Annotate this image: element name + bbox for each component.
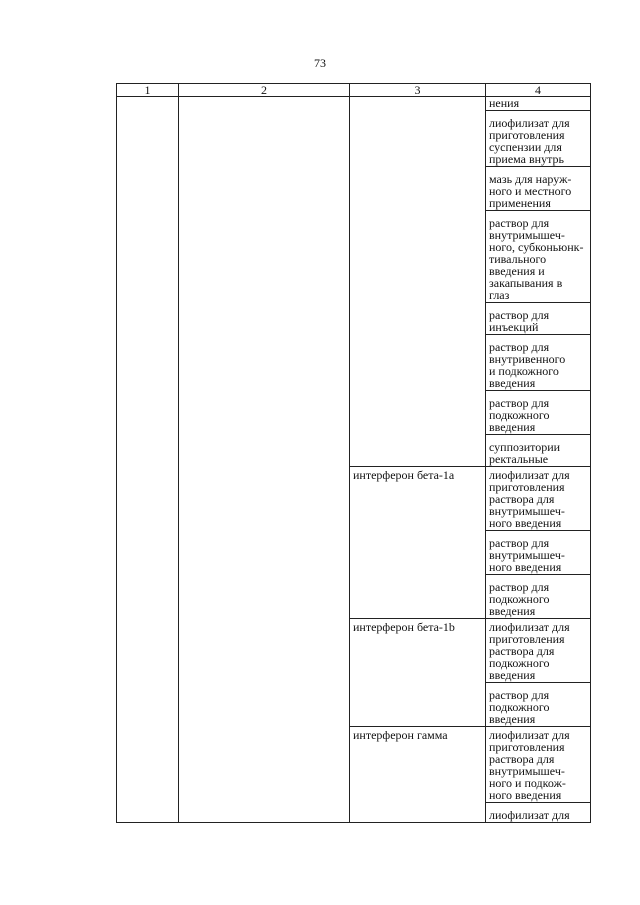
dosage-form: раствор для внутримышеч- ного, субконьюнк- тивального введения и закапывания в глаз xyxy=(486,211,590,303)
dosage-form: лиофилизат для приготовления суспензии для приема внутрь xyxy=(486,111,590,167)
page-number: 73 xyxy=(314,56,326,70)
dosage-form: раствор для подкожного введения xyxy=(489,580,550,618)
inn-name: интерферон бета-1b xyxy=(353,620,455,634)
dosage-form: раствор для инъекций xyxy=(486,303,590,335)
dosage-form: лиофилизат для приготовления раствора для внутримышеч- ного и подкож- ного введения xyxy=(486,727,590,803)
dosage-form: раствор для внутримышеч- ного введения xyxy=(486,531,590,575)
inn-name: интерферон гамма xyxy=(353,728,448,742)
inn-cell xyxy=(350,97,486,467)
drug-table xyxy=(116,83,591,823)
column-header-4: 4 xyxy=(486,84,591,97)
column-header-3: 3 xyxy=(350,84,486,97)
dosage-form: раствор для подкожного введения xyxy=(489,688,550,726)
column-2-cell xyxy=(179,97,350,823)
inn-name xyxy=(350,97,485,99)
dosage-form: лиофилизат для xyxy=(489,808,570,822)
inn-name: интерферон бета-1a xyxy=(353,468,455,482)
dosage-form: суппозитории ректальные xyxy=(489,440,561,466)
table-header-row xyxy=(117,84,591,97)
inn-cell xyxy=(350,727,486,823)
dosage-form: раствор для внутривенного и подкожного введения xyxy=(486,335,590,391)
inn-cell xyxy=(350,467,486,619)
column-header-1: 1 xyxy=(117,84,179,97)
dosage-form-cell xyxy=(486,467,591,619)
dosage-form: лиофилизат для приготовления раствора для подкожного введения xyxy=(486,619,590,683)
dosage-form: лиофилизат для приготовления раствора для внутримышеч- ного введения xyxy=(486,467,590,531)
dosage-form-cell xyxy=(486,619,591,727)
column-1-cell xyxy=(117,97,179,823)
column-header-2: 2 xyxy=(179,84,350,97)
dosage-form-cell xyxy=(486,727,591,823)
dosage-form: раствор для подкожного введения xyxy=(486,391,590,435)
dosage-form: мазь для наруж- ного и местного применения xyxy=(486,167,590,211)
inn-cell xyxy=(350,619,486,727)
dosage-form: нения xyxy=(486,97,590,111)
table-row xyxy=(117,97,591,467)
dosage-form-cell xyxy=(486,97,591,467)
